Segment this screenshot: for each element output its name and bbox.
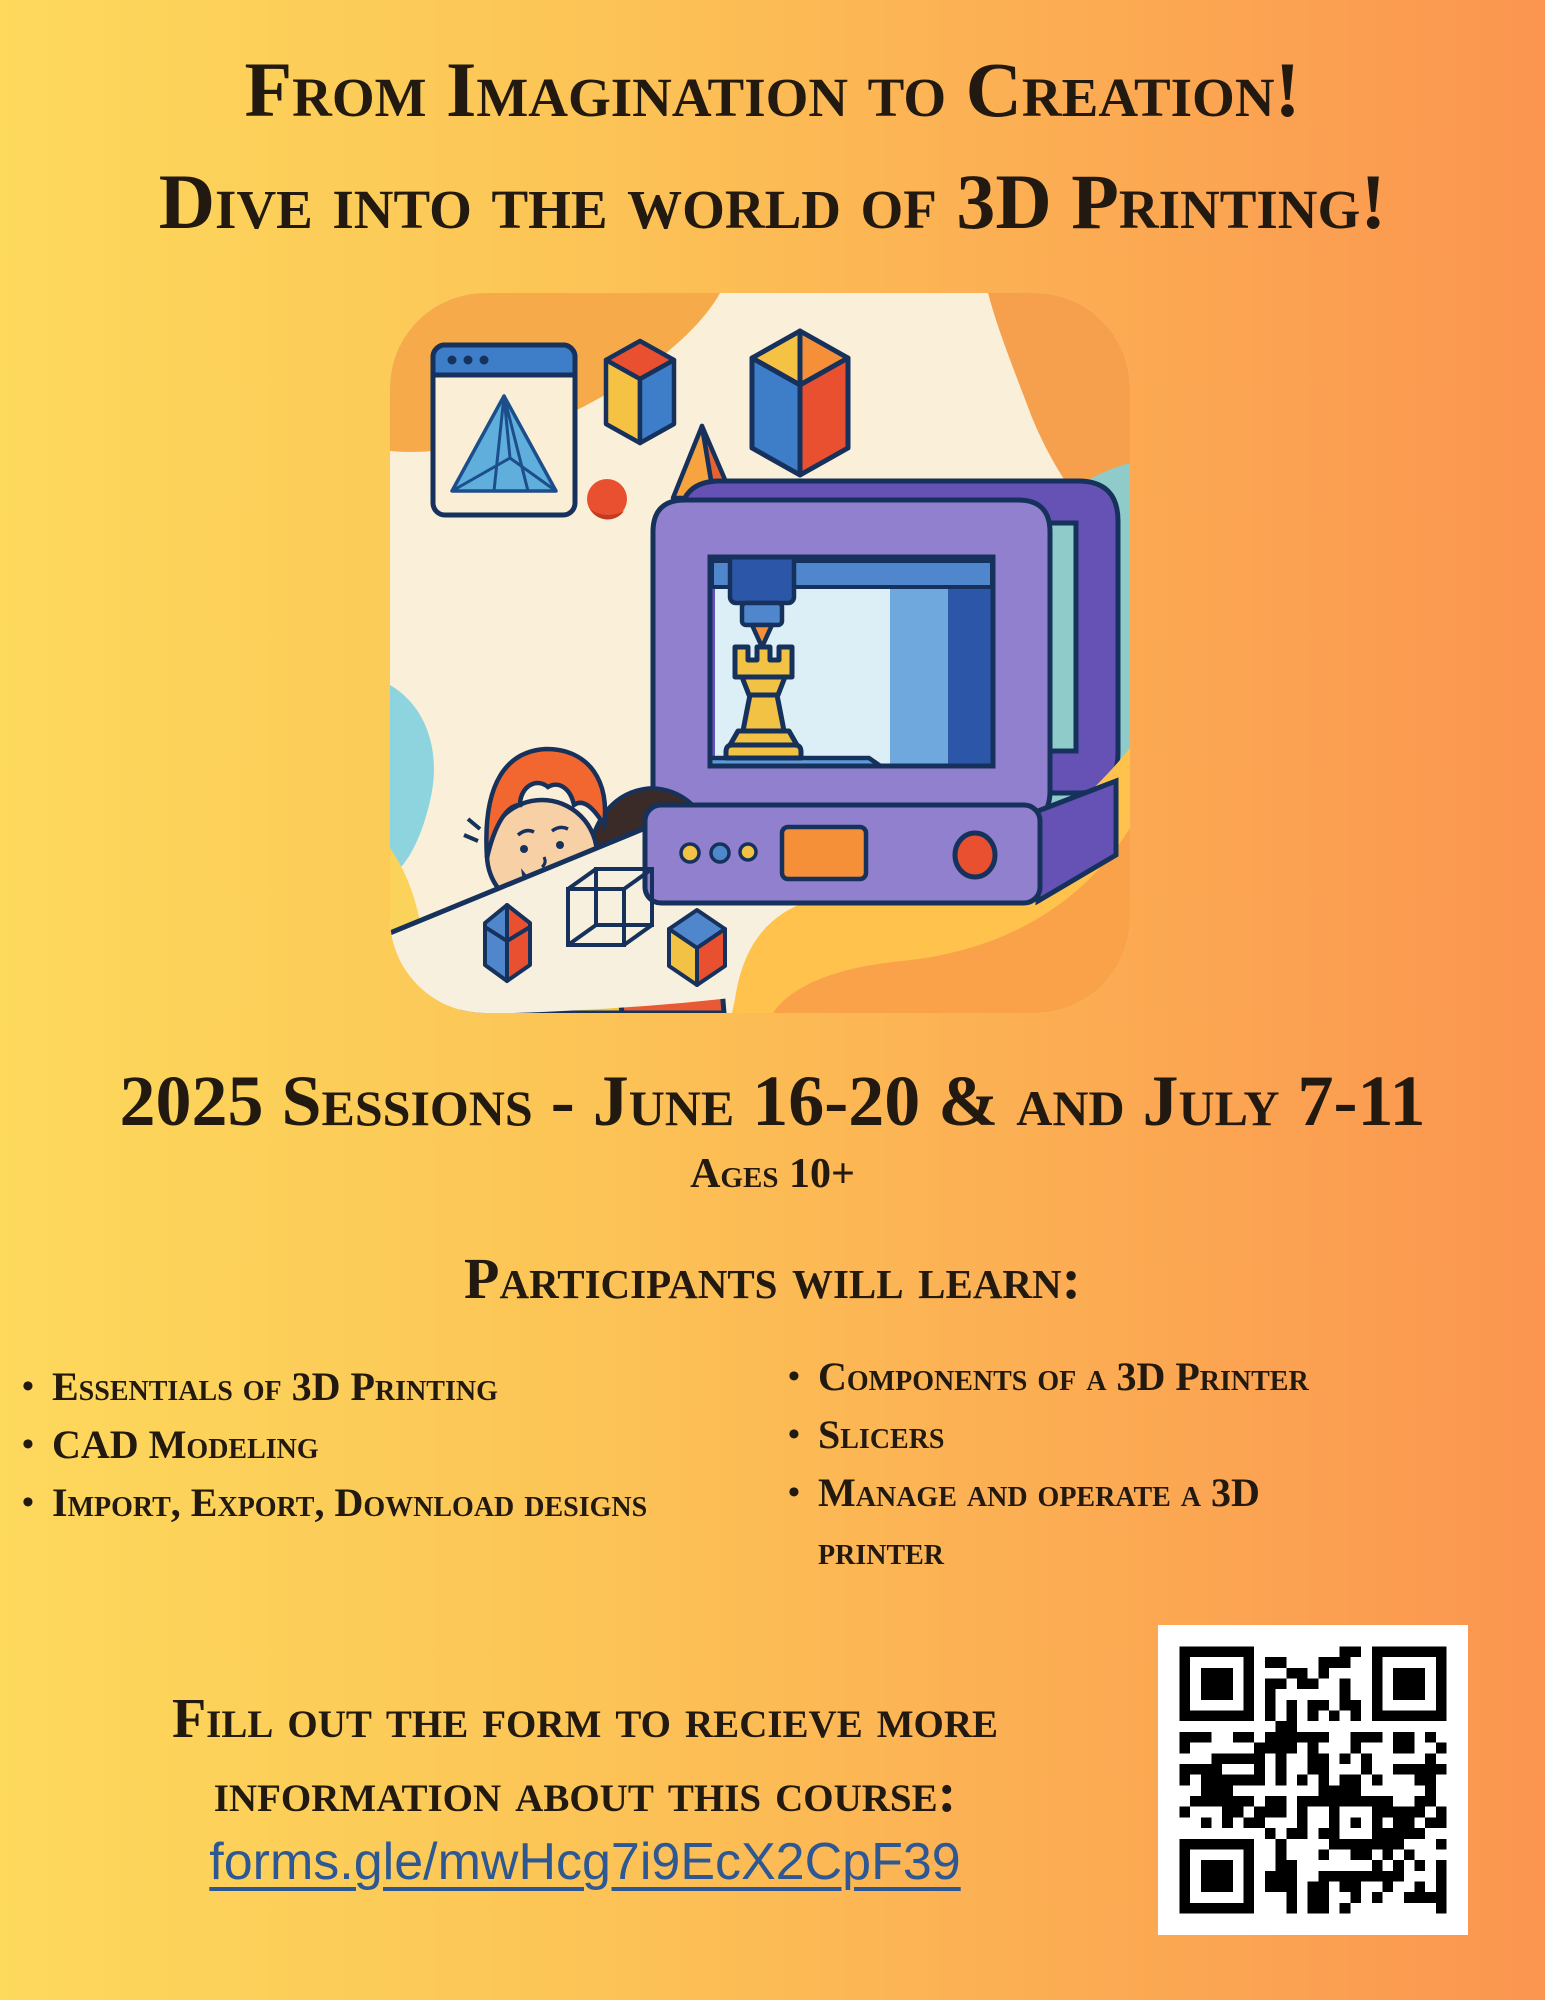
learn-item xyxy=(22,1358,662,1416)
learn-item-label: Slicers xyxy=(818,1412,945,1457)
printer-illustration xyxy=(653,481,1118,823)
tri-cube-icon xyxy=(669,910,725,985)
big-cube-icon xyxy=(752,331,848,475)
page-title xyxy=(0,34,1545,258)
hero-illustration xyxy=(390,293,1130,1013)
small-cube-icon xyxy=(606,341,674,443)
learn-list-right xyxy=(788,1348,1348,1580)
learn-item xyxy=(788,1464,1348,1580)
hero-illustration-svg xyxy=(390,293,1130,1013)
ages-label: Ages 10+ xyxy=(690,1151,855,1197)
learn-item xyxy=(22,1474,662,1532)
cta-line-1: Fill out the form to recieve more xyxy=(171,1688,999,1750)
form-link[interactable]: forms.gle/mwHcg7i9EcX2CpF39 xyxy=(209,1833,961,1891)
sessions-heading: 2025 Sessions - June 16-20 & and July 7-11 xyxy=(119,1061,1426,1141)
learn-item-label: Components of a 3D Printer xyxy=(818,1354,1309,1399)
learn-item-label: Import, Export, Download designs xyxy=(52,1480,648,1525)
learn-item xyxy=(22,1416,662,1474)
printer-button xyxy=(955,833,995,877)
learn-item xyxy=(788,1348,1348,1406)
learn-heading: Participants will learn: xyxy=(464,1246,1081,1311)
printer-screen xyxy=(782,827,866,879)
learn-item-label: CAD Modeling xyxy=(52,1422,319,1467)
cta-text xyxy=(55,1682,1115,1830)
learn-item xyxy=(788,1406,1348,1464)
learn-list-left xyxy=(22,1358,662,1532)
learn-item-label: Manage and operate a 3D printer xyxy=(818,1470,1260,1573)
qr-code-pattern xyxy=(1158,1625,1468,1935)
gem-cube-icon xyxy=(485,905,530,981)
cta-line-2: information about this course: xyxy=(213,1762,957,1824)
qr-code xyxy=(1158,1625,1468,1935)
title-line-1: From Imagination to Creation! xyxy=(244,46,1301,133)
title-line-2: Dive into the world of 3D Printing! xyxy=(158,158,1387,245)
cad-window-icon xyxy=(433,345,575,515)
learn-item-label: Essentials of 3D Printing xyxy=(52,1364,498,1409)
